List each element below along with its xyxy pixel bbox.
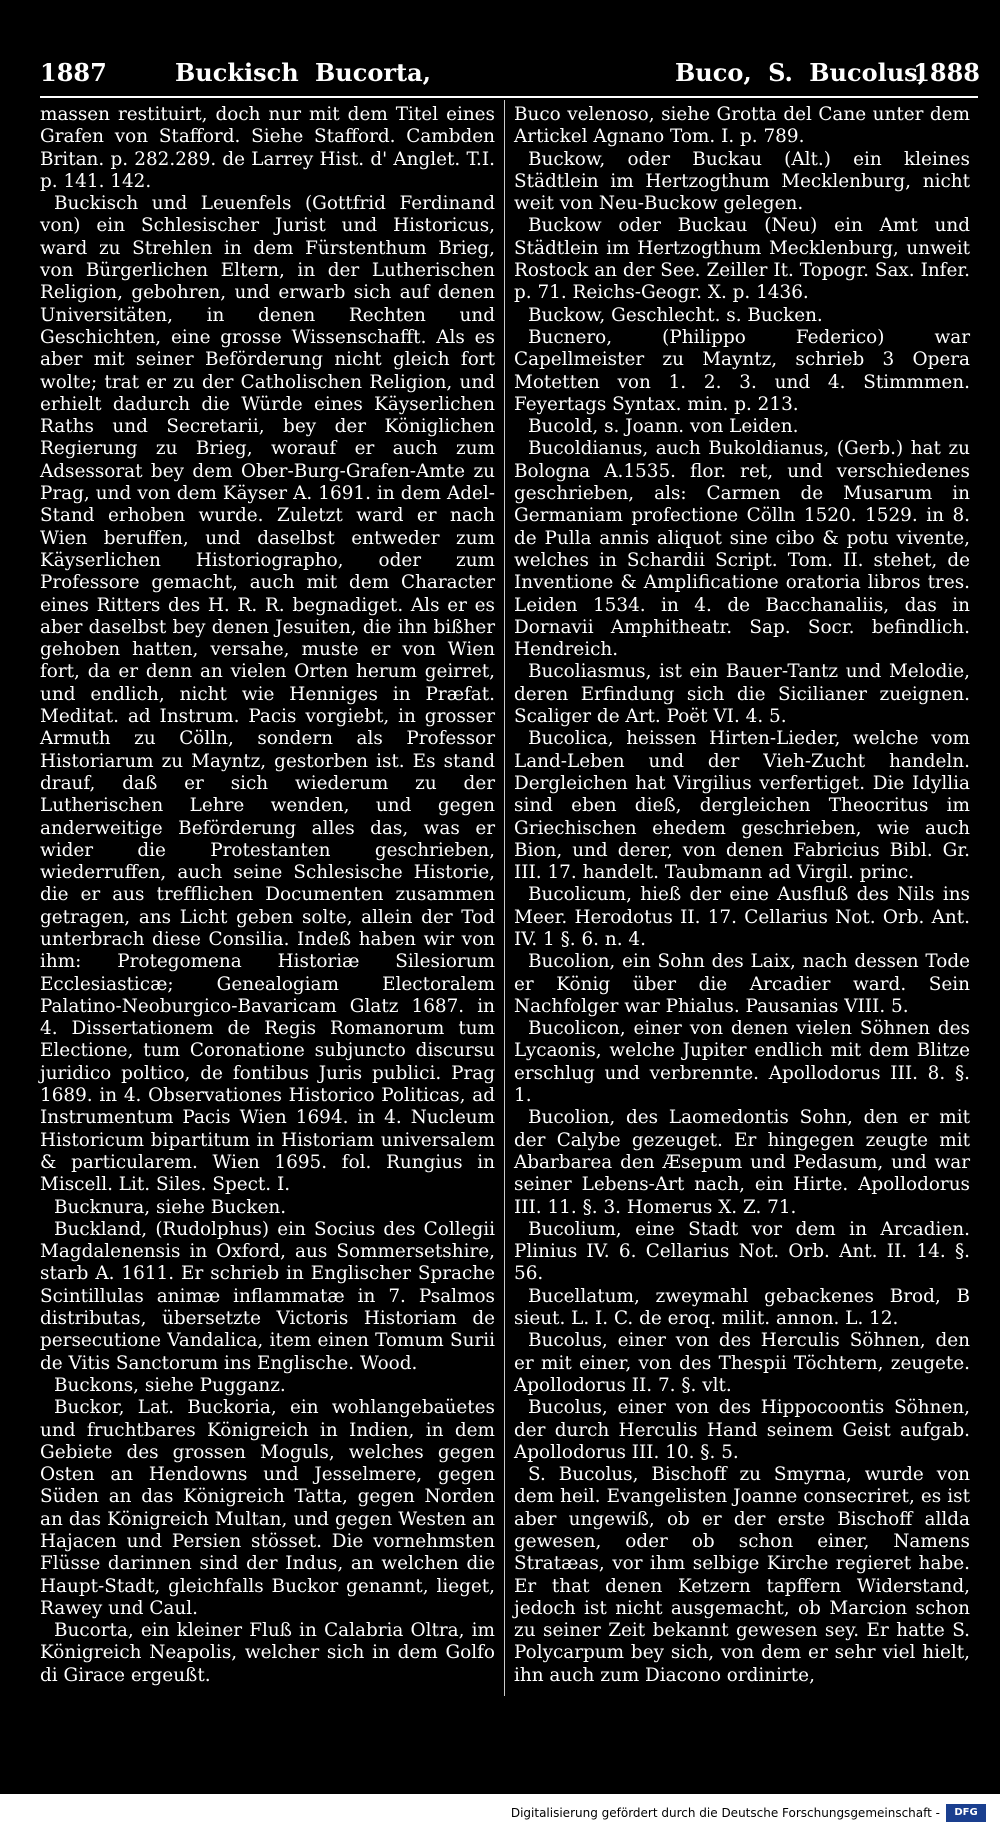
entry-bucknura: Bucknura, siehe Bucken. [54, 1196, 287, 1218]
entry-bucold: Bucold, s. Joann. von Leiden. [528, 416, 799, 438]
entry-buco-velenoso: Buco velenoso, siehe Grotta del Cane unter dem Artickel Agnano Tom. I. p. 789. [514, 104, 970, 148]
entry-bucellatum: Bucellatum, zweymahl gebackenes Brod, B sieut. L. I. C. de eroq. milit. annon. L. 12. [514, 1285, 970, 1330]
header-rule [40, 96, 978, 98]
footer-credit: Digitalisierung gefördert durch die Deutsche Forschungsgemeinschaft - [510, 1806, 940, 1820]
left-running-head: Buckisch Bucorta, [175, 58, 432, 87]
entry-bucnero: Bucnero, (Philippo Federico) war Capellmeister zu Mayntz, schrieb 3 Opera Motetten von 1. 2. 3. und 4. Stimmmen. Feyertags Syntax. min. p. 213. [514, 326, 970, 415]
left-page-number: 1887 [40, 58, 107, 87]
entry-buckisch: Buckisch und Leuenfels (Gottfrid Ferdinand von) ein Schlesischer Jurist und Historicus, ward zu Strehlen in dem Fürstenthum Brieg, von Bürgerlichen Eltern, in der Lutherischen Religion, gebohren, und erwarb sich auf denen Universitäten, in denen Rechten und Geschichten, eine grosse Wissenschafft. Als es aber mit seiner Beförderung nicht gleich fort wolte; trat er zu der Catholischen Religion, und erhielt dadurch die Würde eines Käyserlichen Raths und Secretarii, bey der Königlichen Regierung zu Brieg, worauf er auch zum Adsessorat bey dem Ober-Burg-Grafen-Amte zu Prag, und von dem Käyser A. 1691. in dem Adel-Stand erhoben wurde. Zuletzt ward er nach Wien beruffen, und daselbst entweder zum Käyserlichen Historiographo, oder zum Professore gemacht, auch mit dem Character eines Ritters des H. R. R. begnadiget. Als er es aber daselbst bey denen Jesuiten, die ihn bißher gehoben hatten, versahe, muste er von Wien fort, da er denn an vielen Orten herum geirret, und endlich, nicht wie Henniges in Præfat. Meditat. ad Instrum. Pacis vorgiebt, in grosser Armuth zu Cölln, sondern als Professor Historiarum zu Mayntz, gestorben ist. Es stand drauf, daß er sich wiederum zu der Lutherischen Lehre wenden, und gegen anderweitige Beförderung alles das, was er wider die Protestanten geschrieben, wiederruffen, auch seine Schlesische Historie, die er aus trefflichen Documenten zusammen getragen, ans Licht geben solte, allein der Tod unterbrach diese Consilia. Indeß haben wir von ihm: Protegomena Historiæ Silesiorum Ecclesiasticæ; Genealogiam Electoralem Palatino-Neoburgico-Bavaricam Glatz 1687. in 4. Dissertationem de Regis Romanorum tum Electione, tum Coronatione subjuncto discursu juridico poltico, de fontibus Juris publici. Prag 1689. in 4. Observationes Historico Politicas, ad Instrumentum Pacis Wien 1694. in 4. Nucleum Historicum bipartitum in Historiam universalem & particularem. Wien 1695. fol. Rungius in Miscell. Lit. Siles. Spect. I. [40, 193, 495, 1196]
entry-buckons: Buckons, siehe Pugganz. [54, 1374, 286, 1396]
left-column [40, 104, 495, 1687]
entry-bucolus-hippocoon: Bucolus, einer von des Hippocoontis Söhnen, der durch Herculis Hand seinem Geist aufgab. Apollodorus III. 10. §. 5. [514, 1397, 970, 1463]
right-running-head: Buco, S. Bucolus, [675, 58, 927, 87]
entry-bucolion-laix: Bucolion, ein Sohn des Laix, nach dessen Tode er König über die Arcadier ward. Sein Nachfolger war Phialus. Pausanias VIII. 5. [514, 951, 970, 1017]
entry-bucolion-laomedon: Bucolion, des Laomedontis Sohn, den er mit der Calybe gezeuget. Er hingegen zeugte mit Abarbarea den Æsepum und Pedasum, und war seiner Lebens-Art nach, ein Hirte. Apollodorus III. 11. §. 3. Homerus X. Z. 71. [514, 1107, 970, 1218]
entry-bucolicum: Bucolicum, hieß der eine Ausfluß des Nils ins Meer. Herodotus II. 17. Cellarius Not. Orb. Ant. IV. 1 §. 6. n. 4. [514, 884, 970, 950]
entry-s-bucolus: S. Bucolus, Bischoff zu Smyrna, wurde von dem heil. Evangelisten Joanne consecriret, es ist aber ungewiß, ob er der erste Bischoff allda gewesen, oder ob schon einer, Namens Stratæas, vor ihm selbige Kirche regieret habe. Er that denen Ketzern tapffern Widerstand, jedoch ist nicht ausgemacht, ob Marcion schon zu seiner Zeit bekannt gewesen sey. Er hatte S. Polycarpum bey sich, von dem er sehr viel hielt, ihn auch zum Diacono ordinirte, [514, 1464, 970, 1686]
right-page-number: 1888 [913, 58, 980, 87]
page-header [40, 58, 980, 98]
dfg-logo: DFG [946, 1804, 986, 1822]
entry-buckow-alt: Buckow, oder Buckau (Alt.) ein kleines Städtlein im Hertzogthum Mecklenburg, nicht weit von Neu-Buckow gelegen. [514, 148, 970, 215]
entry-bucoldianus: Bucoldianus, auch Bukoldianus, (Gerb.) hat zu Bologna A.1535. flor. ret, und verschiedenes geschrieben, als: Carmen de Musarum in Germaniam profectione Cölln 1520. 1529. in 8. de Pulla annis aliquot sine cibo & potu vivente, welches in Schardii Script. Tom. II. stehet, de Inventione & Amplificatione oratoria libros tres. Leiden 1534. in 4. de Bacchanaliis, das in Dornavii Amphitheatr. Sap. Socr. befindlich. Hendreich. [514, 438, 970, 661]
entry-buckow-geschlecht: Buckow, Geschlecht. s. Bucken. [528, 304, 823, 326]
entry-bucorta: Bucorta, ein kleiner Fluß in Calabria Oltra, im Königreich Neapolis, welcher sich in dem Golfo di Girace ergeußt. [40, 1620, 495, 1686]
entry-bucolium: Bucolium, eine Stadt vor dem in Arcadien. Plinius IV. 6. Cellarius Not. Orb. Ant. II. 14. §. 56. [514, 1218, 970, 1285]
entry-buckor: Buckor, Lat. Buckoria, ein wohlangebaüetes und fruchtbares Königreich in Indien, in dem Gebiete des grossen Moguls, welches gegen Osten an Hendowns und Jesselmere, gegen Süden an das Königreich Tatta, gegen Norden an das Königreich Multan, und gegen Westen an Hajacen und Persien stösset. Die vornehmsten Flüsse darinnen sind der Indus, an welchen die Haupt-Stadt, gleichfalls Buckor genannt, lieget, Rawey und Caul. [40, 1397, 495, 1619]
entry-buckow-neu: Buckow oder Buckau (Neu) ein Amt und Städtlein im Hertzogthum Mecklenburg, unweit Rostock an der See. Zeiller It. Topogr. Sax. Infer. p. 71. Reichs-Geogr. X. p. 1436. [514, 215, 970, 304]
entry-bucolicon: Bucolicon, einer von denen vielen Söhnen des Lycaonis, welche Jupiter endlich mit dem Blitze erschlug und verbrennte. Apollodorus III. 8. §. 1. [514, 1018, 970, 1107]
footer-bar [0, 1794, 1000, 1834]
column-divider [504, 100, 505, 1696]
entry-stafford-continuation: massen restituirt, doch nur mit dem Titel eines Grafen von Stafford. Siehe Stafford. Cambden Britan. p. 282.289. de Larrey Hist. d' Anglet. T.I. p. 141. 142. [40, 104, 495, 192]
entry-buckland: Buckland, (Rudolphus) ein Socius des Collegii Magdalenensis in Oxford, aus Sommersetshire, starb A. 1611. Er schrieb in Englischer Sprache Scintillulas animæ inflammatæ in 7. Psalmos distributas, übersetzte Victoris Historiam de persecutione Vandalica, item einen Tomum Surii de Vitis Sanctorum ins Englische. Wood. [40, 1218, 495, 1374]
entry-bucolus-thespii: Bucolus, einer von des Herculis Söhnen, den er mit einer, von des Thespii Töchtern, zeugete. Apollodorus II. 7. §. vlt. [514, 1330, 970, 1396]
entry-bucoliasmus: Bucoliasmus, ist ein Bauer-Tantz und Melodie, deren Erfindung sich die Sicilianer zueignen. Scaliger de Art. Poët VI. 4. 5. [514, 661, 970, 728]
right-column [514, 104, 970, 1687]
entry-bucolica: Bucolica, heissen Hirten-Lieder, welche vom Land-Leben und der Vieh-Zucht handeln. Dergleichen hat Virgilius verfertiget. Die Idyllia sind eben dieß, dergleichen Theocritus im Griechischen ehedem geschrieben, wie auch Bion, und derer, von denen Fabricius Bibl. Gr. III. 17. handelt. Taubmann ad Virgil. princ. [514, 728, 970, 884]
